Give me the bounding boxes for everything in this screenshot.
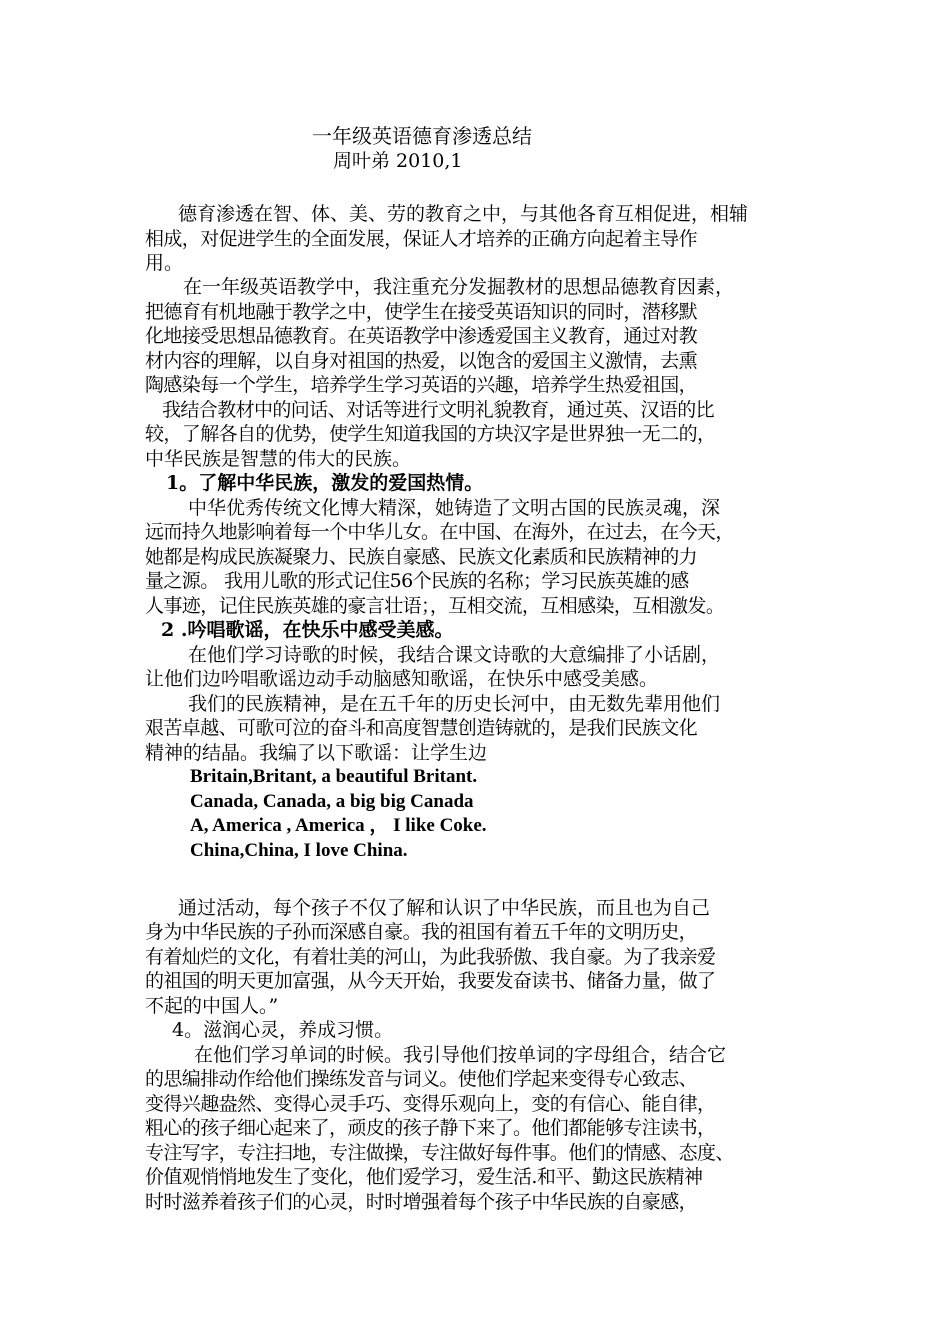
text-line: 有着灿烂的文化，有着壮美的河山，为此我骄傲、我自豪。为了我亲爱 xyxy=(145,946,716,968)
text-line: 中华民族是智慧的伟大的民族。 xyxy=(145,448,412,470)
text-line: 把德育有机地融于教学之中，使学生在接受英语知识的同时，潜移默 xyxy=(145,301,698,323)
song-line: Britain,Britant, a beautiful Britant. xyxy=(190,766,478,787)
text-line: 中华优秀传统文化博大精深，她铸造了文明古国的民族灵魂，深 xyxy=(188,497,721,519)
section-heading: 1。了解中华民族，激发的爱国热情。 xyxy=(166,472,484,494)
text-line: 在他们学习诗歌的时候，我结合课文诗歌的大意编排了小话剧， xyxy=(188,644,721,666)
text-line: 远而持久地影响着每一个中华儿女。在中国、在海外，在过去，在今天， xyxy=(145,521,734,543)
text-line: 材内容的理解，以自身对祖国的热爱，以饱含的爱国主义激情，去熏 xyxy=(145,350,698,372)
text-line: 身为中华民族的子孙而深感自豪。我的祖国有着五千年的文明历史， xyxy=(145,921,698,943)
text-line: 时时滋养着孩子们的心灵，时时增强着每个孩子中华民族的自豪感， xyxy=(145,1191,698,1213)
text-line: 较，了解各自的优势，使学生知道我国的方块汉字是世界独一无二的， xyxy=(145,423,716,445)
text-line: 的思编排动作给他们操练发音与词义。使他们学起来变得专心致志、 xyxy=(145,1068,698,1090)
text-line: 我结合教材中的问话、对话等进行文明礼貌教育，通过英、汉语的比 xyxy=(162,399,715,421)
song-line: A, America , America ， I like Coke. xyxy=(190,815,487,836)
song-line: Canada, Canada, a big big Canada xyxy=(190,791,474,812)
song-line: China,China, I love China. xyxy=(190,840,408,861)
document-title: 一年级英语德育渗透总结 xyxy=(312,124,532,148)
text-line: 德育渗透在智、体、美、劳的教育之中，与其他各育互相促进，相辅 xyxy=(178,203,749,225)
text-line: 价值观悄悄地发生了变化，他们爱学习，爱生活.和平、勤这民族精神 xyxy=(145,1166,703,1188)
author-date: 周叶弟 2010,1 xyxy=(333,150,463,172)
text-line: 在他们学习单词的时候。我引导他们按单词的字母组合，结合它 xyxy=(194,1044,727,1066)
text-line: 精神的结晶。我编了以下歌谣：让学生边 xyxy=(145,742,488,764)
text-line: 的祖国的明天更加富强，从今天开始，我要发奋读书、储备力量，做了 xyxy=(145,970,716,992)
text-line: 人事迹，记住民族英雄的豪言壮语；，互相交流，互相感染，互相激发。 xyxy=(145,595,725,617)
text-line: 化地接受思想品德教育。在英语教学中渗透爱国主义教育，通过对教 xyxy=(145,325,698,347)
text-line: 通过活动，每个孩子不仅了解和认识了中华民族，而且也为自己 xyxy=(178,897,711,919)
text-line: 不起的中国人。” xyxy=(145,995,279,1017)
text-line: 艰苦卓越、可歌可泣的奋斗和高度智慧创造铸就的，是我们民族文化 xyxy=(145,717,698,739)
text-line: 在一年级英语教学中，我注重充分发掘教材的思想品德教育因素， xyxy=(183,276,735,298)
text-line: 让他们边吟唱歌谣边动手动脑感知歌谣，在快乐中感受美感。 xyxy=(145,668,659,690)
section-heading: 4。滋润心灵，养成习惯。 xyxy=(172,1019,394,1041)
text-line: 我们的民族精神，是在五千年的历史长河中，由无数先辈用他们 xyxy=(188,693,721,715)
text-line: 相成，对促进学生的全面发展，保证人才培养的正确方向起着主导作 xyxy=(145,228,698,250)
text-line: 粗心的孩子细心起来了，顽皮的孩子静下来了。他们都能够专注读书， xyxy=(145,1117,716,1139)
text-line: 变得兴趣盎然、变得心灵手巧、变得乐观向上，变的有信心、能自律， xyxy=(145,1093,716,1115)
text-line: 量之源。 我用儿歌的形式记住56个民族的名称；学习民族英雄的感 xyxy=(145,570,689,592)
text-line: 她都是构成民族凝聚力、民族自豪感、民族文化素质和民族精神的力 xyxy=(145,546,698,568)
text-line: 专注写字，专注扫地，专注做操，专注做好每件事。他们的情感、态度、 xyxy=(145,1142,734,1164)
section-heading: 2 .吟唱歌谣，在快乐中感受美感。 xyxy=(161,619,454,641)
text-line: 用。 xyxy=(145,252,184,274)
text-line: 陶感染每一个学生，培养学生学习英语的兴趣，培养学生热爱祖国， xyxy=(145,374,698,396)
